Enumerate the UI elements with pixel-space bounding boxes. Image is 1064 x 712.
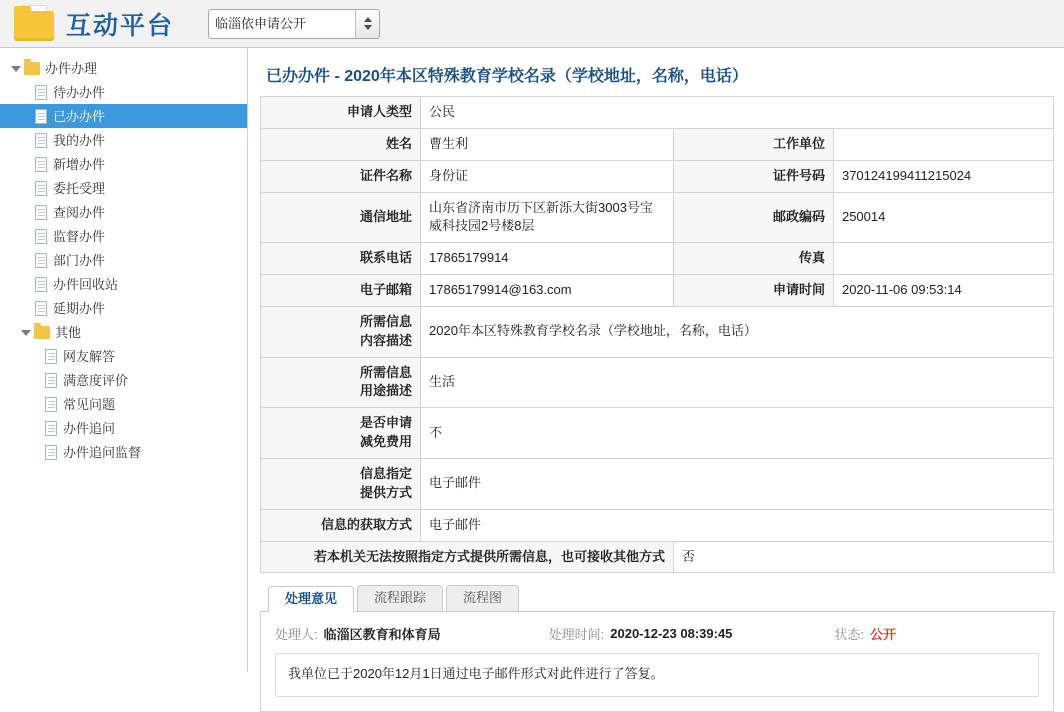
applicant-type-label: 申请人类型 — [261, 97, 421, 129]
detail-tabs — [260, 585, 1054, 612]
cert-no-value: 370124199411215024 — [833, 160, 1053, 192]
application-detail-table — [260, 96, 1054, 573]
sidebar-item-label: 我的办件 — [53, 132, 106, 148]
content-area — [248, 48, 1064, 682]
chevron-down-icon[interactable] — [10, 62, 22, 74]
applicant-type-value: 公民 — [421, 97, 1054, 129]
document-icon — [35, 157, 47, 172]
sidebar-item-label: 办件追问 — [63, 420, 116, 436]
handler-label: 处理人: — [275, 627, 318, 643]
alt-method-label: 若本机关无法按照指定方式提供所需信息，也可接收其他方式 — [261, 541, 674, 573]
fee-label — [261, 408, 421, 459]
opinion-panel — [260, 612, 1054, 712]
table-row — [261, 160, 1054, 192]
provide-method-value: 电子邮件 — [421, 458, 1054, 509]
opinion-text: 我单位已于2020年12月1日通过电子邮件形式对此件进行了答复。 — [275, 653, 1039, 697]
table-row — [261, 128, 1054, 160]
apply-time-label: 申请时间 — [673, 275, 833, 307]
document-icon — [35, 253, 47, 268]
handle-time-label: 处理时间: — [548, 627, 605, 643]
sidebar-item-label: 委托受理 — [53, 180, 106, 196]
table-row — [261, 192, 1054, 243]
sidebar-group-label: 其他 — [55, 324, 82, 340]
sidebar-item-weituo[interactable] — [0, 176, 247, 200]
phone-value: 17865179914 — [421, 243, 674, 275]
email-label: 电子邮箱 — [261, 275, 421, 307]
sidebar-item-yanqi[interactable] — [0, 296, 247, 320]
document-icon — [35, 133, 47, 148]
sidebar-item-banjianzhuiwenjiandu[interactable] — [0, 440, 247, 464]
postcode-label: 邮政编码 — [673, 192, 833, 243]
fee-value: 不 — [421, 408, 1054, 459]
page-title: 已办办件 - 2020年本区特殊教育学校名录（学校地址，名称，电话） — [266, 68, 748, 85]
sidebar-item-manyidupingjia[interactable] — [0, 368, 247, 392]
postcode-value: 250014 — [833, 192, 1053, 243]
info-usage-label-line1: 所需信息 — [359, 364, 412, 380]
sidebar-item-label: 网友解答 — [63, 348, 116, 364]
sidebar-item-bumen[interactable] — [0, 248, 247, 272]
document-icon — [35, 301, 47, 316]
info-usage-label — [261, 357, 421, 408]
sidebar-item-xinzeng[interactable] — [0, 152, 247, 176]
opinion-meta — [261, 612, 1053, 653]
folder-icon — [24, 62, 40, 75]
sidebar-item-chayue[interactable] — [0, 200, 247, 224]
phone-label: 联系电话 — [261, 243, 421, 275]
fee-label-line2: 减免费用 — [359, 434, 412, 450]
sidebar-item-changjianwenti[interactable] — [0, 392, 247, 416]
email-value: 17865179914@163.com — [421, 275, 674, 307]
sidebar-item-label: 办件追问监督 — [63, 444, 142, 460]
sidebar-item-label: 常见问题 — [63, 396, 116, 412]
table-row — [261, 458, 1054, 509]
region-select-control[interactable] — [208, 9, 380, 39]
sidebar-item-label: 已办办件 — [53, 108, 106, 124]
document-icon — [35, 109, 47, 124]
document-icon — [35, 181, 47, 196]
tab-liuchengtu[interactable]: 流程图 — [446, 585, 519, 611]
work-unit-value — [833, 128, 1053, 160]
app-header — [0, 0, 1064, 48]
alt-method-value: 否 — [673, 541, 1053, 573]
document-icon — [45, 349, 57, 364]
sidebar-item-label: 办件回收站 — [53, 276, 119, 292]
table-row — [261, 357, 1054, 408]
sidebar-item-label: 待办办件 — [53, 84, 106, 100]
sidebar-group-label: 办件办理 — [45, 60, 98, 76]
document-icon — [45, 397, 57, 412]
handle-time-value: 2020-12-23 08:39:45 — [610, 626, 733, 642]
sidebar-item-wangyoujieda[interactable] — [0, 344, 247, 368]
document-icon — [35, 85, 47, 100]
sidebar-group-banjian[interactable] — [0, 56, 247, 80]
status-badge: 公开 — [870, 627, 897, 643]
sidebar — [0, 48, 248, 672]
folder-icon — [14, 5, 56, 43]
info-usage-label-line2: 用途描述 — [359, 383, 412, 399]
cert-name-label: 证件名称 — [261, 160, 421, 192]
table-row — [261, 97, 1054, 129]
main-body — [0, 48, 1064, 682]
fax-label: 传真 — [673, 243, 833, 275]
info-content-label-line2: 内容描述 — [359, 332, 412, 348]
fee-label-line1: 是否申请 — [359, 415, 412, 431]
folder-icon — [34, 326, 50, 339]
obtain-method-label: 信息的获取方式 — [261, 509, 421, 541]
sidebar-item-label: 查阅办件 — [53, 204, 106, 220]
info-content-value: 2020年本区特殊教育学校名录（学校地址，名称，电话） — [421, 306, 1054, 357]
sidebar-item-daiban[interactable] — [0, 80, 247, 104]
provide-method-label — [261, 458, 421, 509]
table-row — [261, 306, 1054, 357]
handler-value: 临淄区教育和体育局 — [323, 627, 441, 643]
cert-name-value: 身份证 — [421, 160, 674, 192]
table-row — [261, 243, 1054, 275]
sidebar-item-jiandu[interactable] — [0, 224, 247, 248]
sidebar-group-other[interactable] — [0, 320, 247, 344]
table-row — [261, 275, 1054, 307]
table-row — [261, 541, 1054, 573]
name-value: 曹生利 — [421, 128, 674, 160]
chevron-down-icon[interactable] — [20, 326, 32, 338]
cert-no-label: 证件号码 — [673, 160, 833, 192]
sidebar-item-banjianzhuiwen[interactable] — [0, 416, 247, 440]
info-content-label — [261, 306, 421, 357]
document-icon — [45, 421, 57, 436]
provide-method-label-line1: 信息指定 — [359, 465, 412, 481]
sidebar-item-wode[interactable] — [0, 128, 247, 152]
region-select[interactable] — [208, 9, 380, 39]
info-usage-value: 生活 — [421, 357, 1054, 408]
fax-value — [833, 243, 1053, 275]
document-icon — [45, 373, 57, 388]
brand-title: 互动平台 — [66, 11, 175, 40]
provide-method-label-line2: 提供方式 — [359, 484, 412, 500]
status-label: 状态: — [834, 627, 865, 643]
work-unit-label: 工作单位 — [673, 128, 833, 160]
address-label: 通信地址 — [261, 192, 421, 243]
address-value: 山东省济南市历下区新泺大街3003号宝威科技园2号楼8层 — [421, 192, 674, 243]
document-icon — [35, 277, 47, 292]
table-row — [261, 408, 1054, 459]
document-icon — [35, 205, 47, 220]
obtain-method-value: 电子邮件 — [421, 509, 1054, 541]
document-icon — [35, 229, 47, 244]
name-label: 姓名 — [261, 128, 421, 160]
sidebar-item-label: 监督办件 — [53, 228, 106, 244]
tab-chuliyijian[interactable]: 处理意见 — [268, 586, 354, 612]
apply-time-value: 2020-11-06 09:53:14 — [833, 275, 1053, 307]
tab-liuchenggenzong[interactable]: 流程跟踪 — [357, 585, 443, 611]
sidebar-item-label: 满意度评价 — [63, 372, 129, 388]
sidebar-item-huishouzhan[interactable] — [0, 272, 247, 296]
sidebar-item-label: 部门办件 — [53, 252, 106, 268]
sidebar-item-label: 延期办件 — [53, 300, 106, 316]
sidebar-item-label: 新增办件 — [53, 156, 106, 172]
table-row — [261, 509, 1054, 541]
info-content-label-line1: 所需信息 — [359, 313, 412, 329]
sidebar-item-yiban[interactable] — [0, 104, 247, 128]
document-icon — [45, 445, 57, 460]
